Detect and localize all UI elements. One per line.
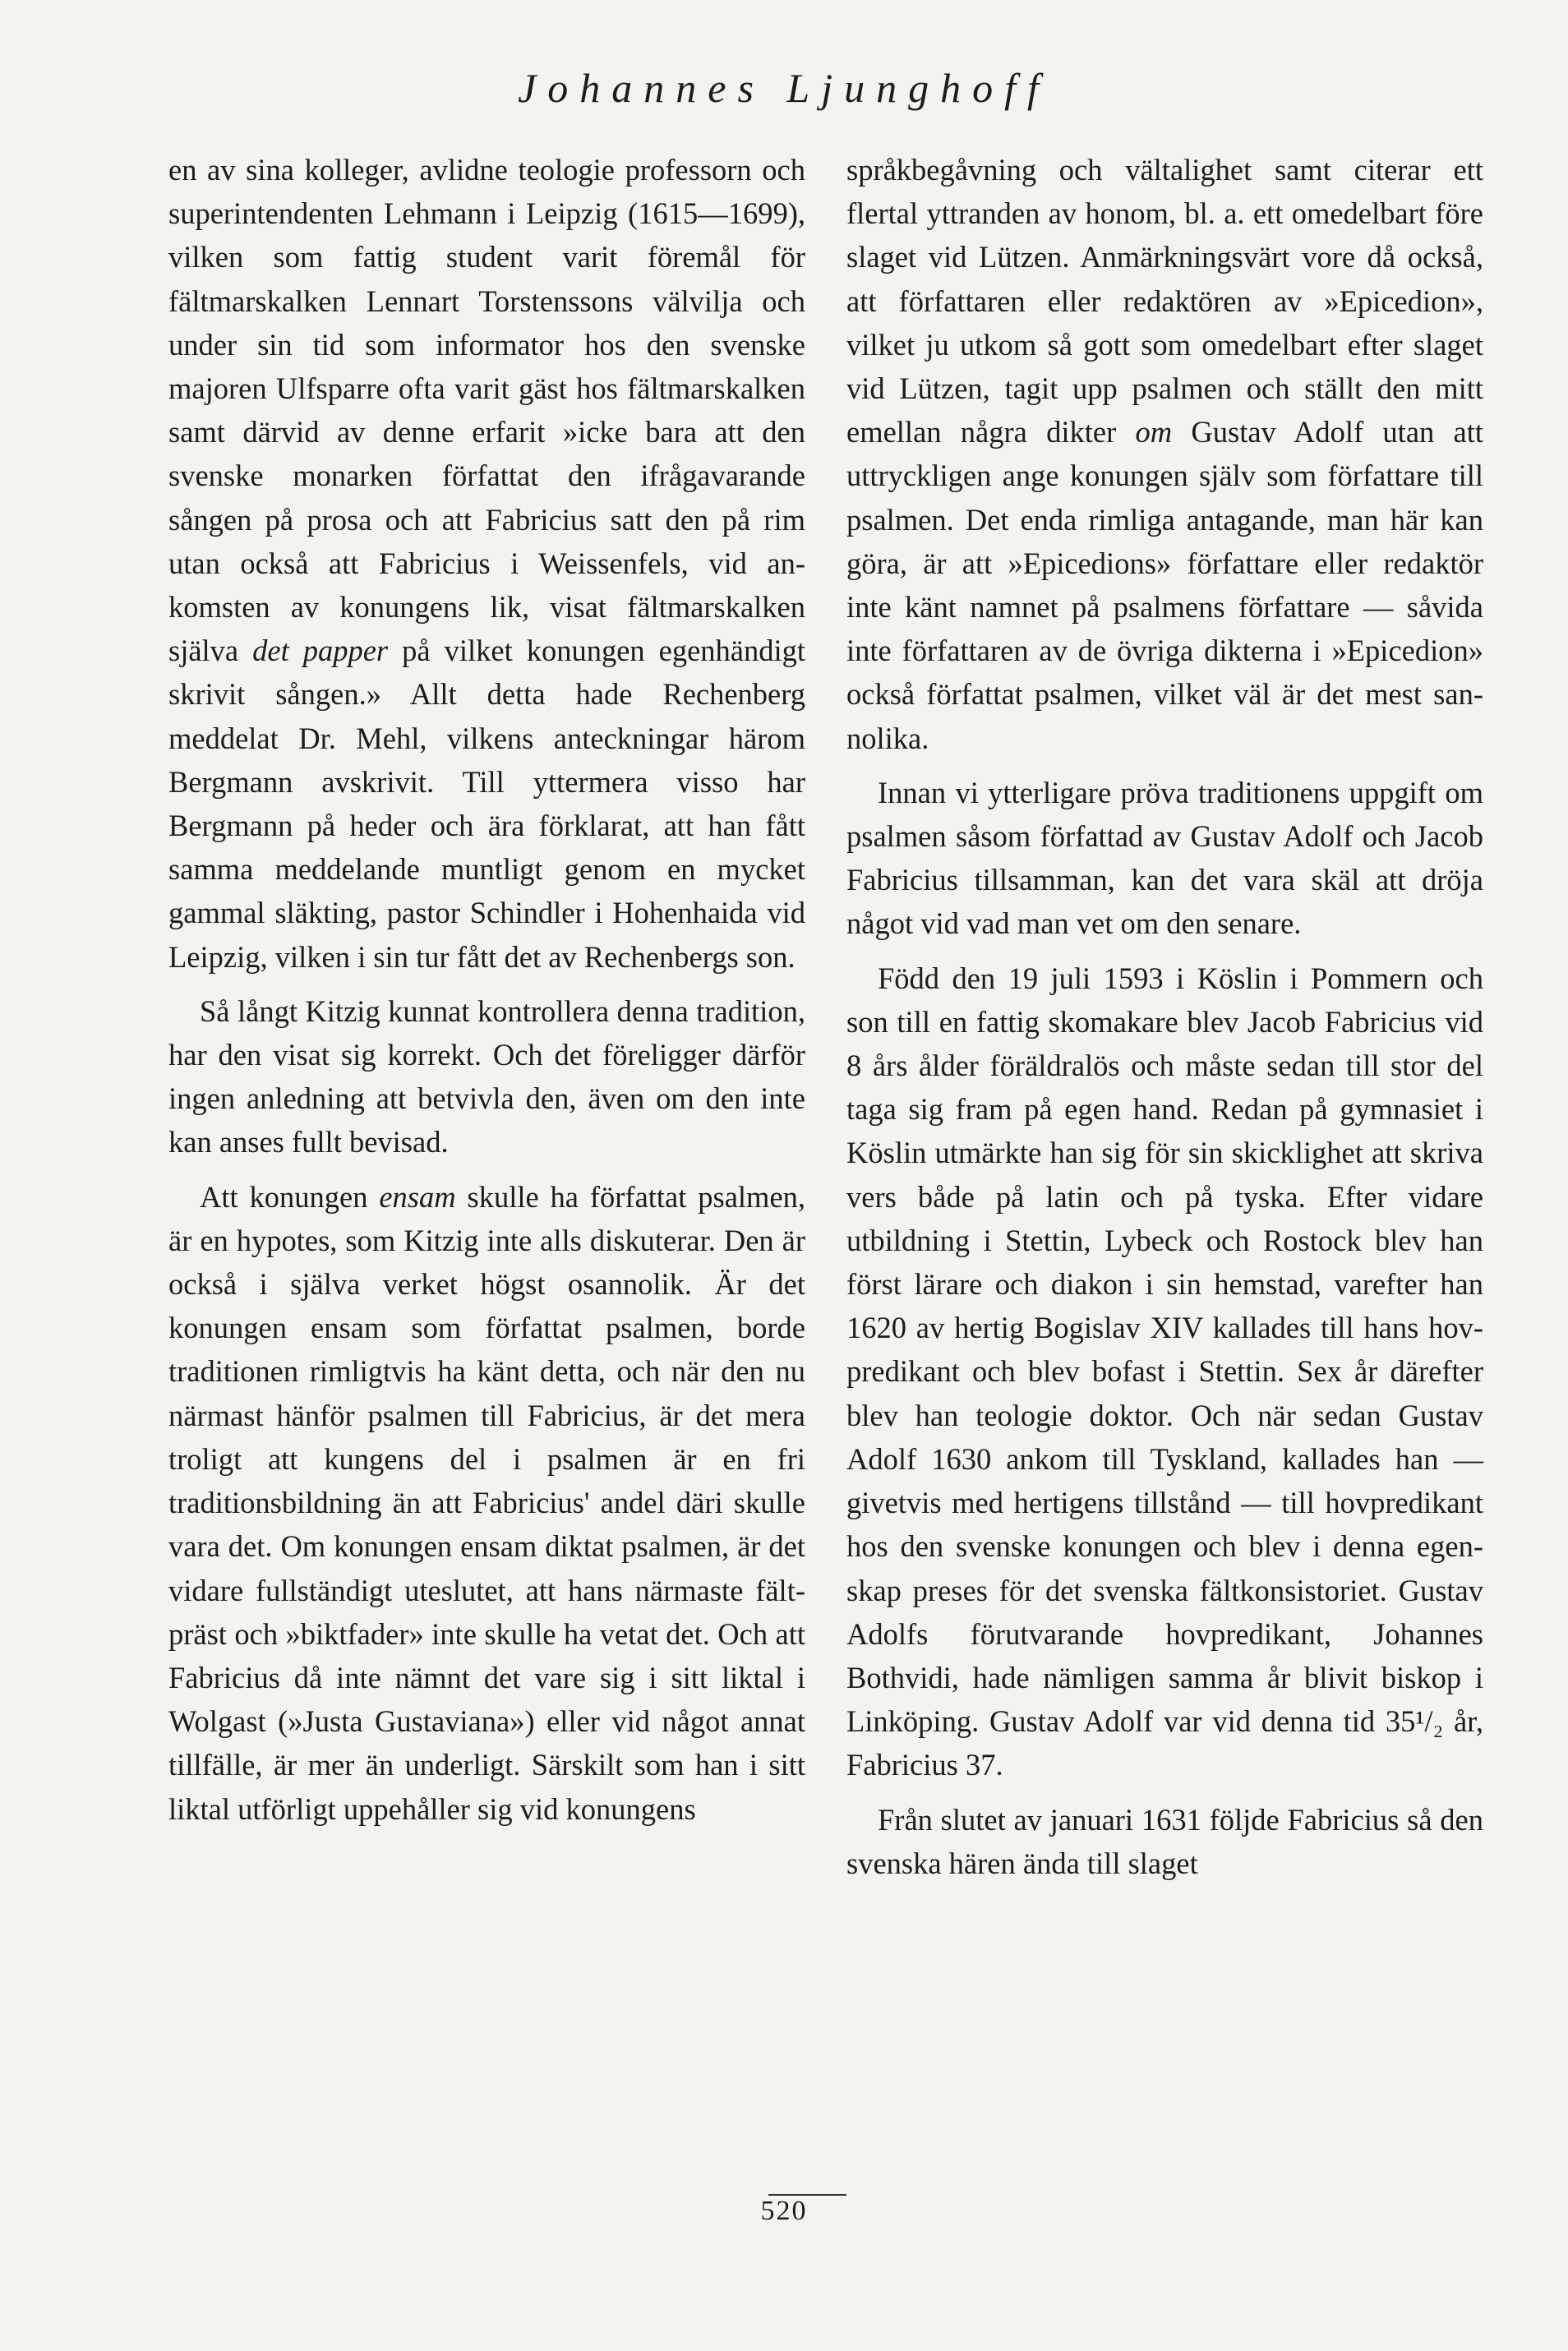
paragraph: Så långt Kitzig kunnat kontrollera denna tradition, har den visat sig korrekt. Och det föreligger därför ingen anledning att betvivla den, även om den inte kan anses fullt bevisad. <box>168 993 805 1159</box>
running-header: Johannes Ljunghoff <box>518 65 1050 111</box>
text-run: språkbegåvning och vältalighet samt citerar ett flertal yttranden av honom, bl. a. ett omedelbart före slaget vid Lützen. Anmärkningsvärt vore då också, att författaren eller redaktören av »Epicedion», vilket ju utkom så gott som omedelbart efter slaget vid Lützen, tagit upp psalmen och ställt den mitt emellan några dikter <box>846 153 1483 449</box>
fraction: ¹/₂ <box>1415 1704 1444 1739</box>
paragraph <box>846 148 1483 760</box>
paragraph: Från slutet av januari 1631 följde Fabricius så den svenska hären ända till slaget <box>846 1802 1483 1880</box>
paragraph <box>168 1175 805 1831</box>
text-run: år, Fabricius 37. <box>846 1704 1483 1782</box>
text-run: Gustav Adolf utan att uttryckligen ange konungen själv som författare till psalmen. Det enda rimliga antagande, man här kan göra, är att »Epicedions» författare eller redaktör inte känt namnet på psalmens författare — såvida inte författaren av de övriga dikterna i »Epicedion» också författat psalmen, vilket väl är det mest sannolika. <box>846 415 1484 755</box>
paragraph <box>168 148 805 979</box>
text-run: Född den 19 juli 1593 i Köslin i Pommern och son till en fattig skomakare blev Jacob Fabricius vid 8 års ålder föräldralös och måste sedan till stor del taga sig fram på egen hand. Redan på gymnasiet i Köslin utmärkte han sig för sin skicklighet att skriva vers både på latin och på tyska. Efter vidare utbildning i Stettin, Lybeck och Rostock blev han först lärare och diakon i sin hemstad, varefter han 1620 av hertig Bogislav XIV kallades till hans hovpredikant och blev bofast i Stettin. Sex år därefter blev han teologie doktor. Och när sedan Gustav Adolf 1630 ankom till Tyskland, kallades han — givetvis med hertigens tillstånd — till hovpredikant hos den svenske konungen och blev i denna egenskap preses för det svenska fältkonsistoriet. Gustav Adolfs förutvarande hovpredikant, Johannes Bothvidi, hade nämligen samma år blivit biskop i Linköping. Gustav Adolf var vid denna tid 35 <box>846 961 1483 1739</box>
right-column <box>846 148 1483 1885</box>
text-run: en av sina kolleger, avlidne teologie professorn och superintendenten Lehmann i Leipzig (1615—1699), vilken som fattig student varit föremål för fältmarskalken Lennart Torstenssons välvilja och under sin tid som informator hos den svenske majoren Ulfsparre ofta varit gäst hos fältmarskalken samt därvid av denne erfarit »icke bara att den svenske monarken författat den ifrågavarande sången på prosa och att Fabricius satt den på rim utan också att Fabricius i Weissenfels, vid ankomsten av konungens lik, visat fältmarskalken själva <box>168 153 805 668</box>
paragraph <box>846 957 1483 1787</box>
text-run: Att konungen <box>200 1179 368 1214</box>
italic-emphasis: om <box>1135 415 1173 449</box>
italic-emphasis: det papper <box>252 634 389 668</box>
text-run: på vilket konungen egenhändigt skrivit sången.» Allt detta hade Rechenberg meddelat Dr. Mehl, vilkens anteckningar härom Bergmann avskrivit. Till yttermera visso har Bergmann på heder och ära förklarat, att han fått samma meddelande muntligt genom en mycket gammal släkting, pastor Schindler i Hohenhaida vid Leipzig, vilken i sin tur fått det av Rechenbergs son. <box>168 634 806 974</box>
left-column <box>168 148 805 1831</box>
italic-emphasis: ensam <box>379 1179 456 1214</box>
page-number: 520 <box>760 2196 808 2226</box>
paragraph: Innan vi ytterligare pröva traditionens uppgift om psalmen såsom författad av Gustav Adolf och Jacob Fabricius tillsamman, kan det vara skäl att dröja något vid vad man vet om den senare. <box>846 775 1483 941</box>
text-run: skulle ha författat psalmen, är en hypotes, som Kitzig inte alls diskuterar. Den är också i själva verket högst osannolik. Är det konungen ensam som författat psalmen, borde traditionen rimligtvis ha känt detta, och när den nu närmast hänför psalmen till Fabricius, är det mera troligt att kungens del i psalmen är en fri traditionsbildning än att Fabricius' andel däri skulle vara det. Om konungen ensam diktat psalmen, är det vidare fullständigt uteslutet, att hans närmaste fältpräst och »biktfader» inte skulle ha vetat det. Och att Fabricius då inte nämnt det vare sig i sitt liktal i Wolgast (»Justa Gustaviana») eller vid något annat tillfälle, är mer än underligt. Särskilt som han i sitt liktal utförligt uppehåller sig vid konungens <box>168 1179 806 1826</box>
